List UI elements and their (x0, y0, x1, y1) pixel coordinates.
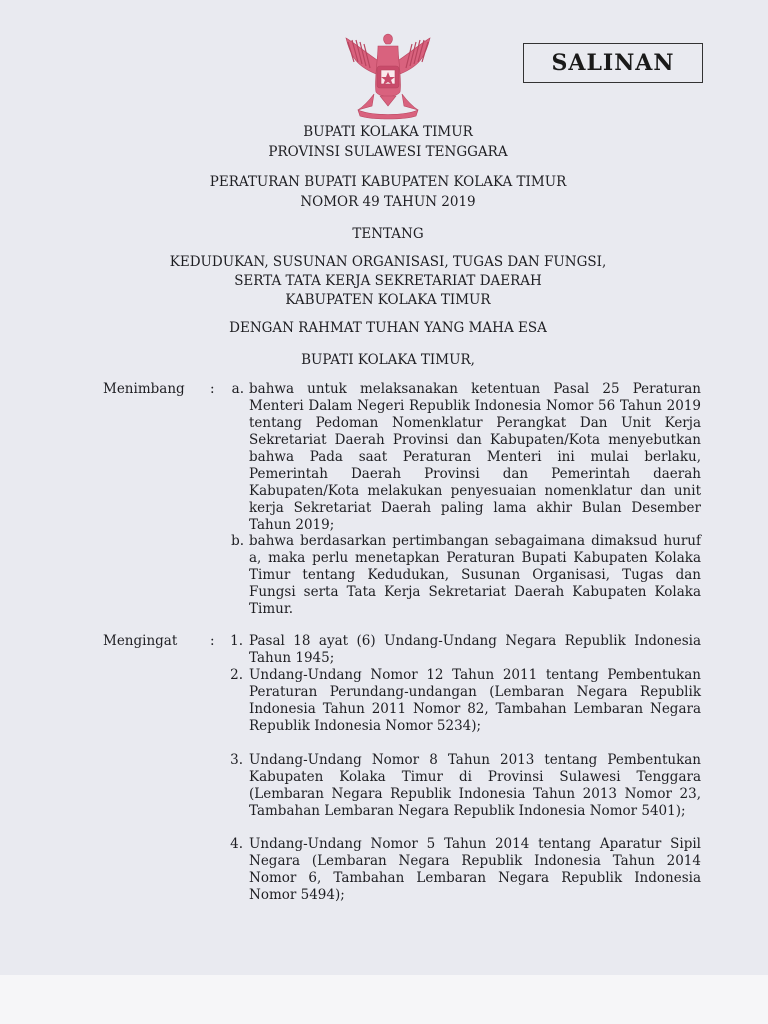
regulation-name: PERATURAN BUPATI KABUPATEN KOLAKA TIMUR (209, 174, 567, 190)
legal-basis-2: Undang-Undang Nomor 12 Tahun 2011 tentang Pembentukan Peraturan Perundang-undangan (Lembaran Negara Republik Indonesia Tahun 2011 Nomor 82, Tambahan Lembaran Negara Republik Indonesia Nomor 5234); (249, 667, 701, 734)
salinan-stamp: SALINAN (523, 43, 703, 83)
tentang-heading: TENTANG (352, 226, 424, 242)
legal-basis-4: Undang-Undang Nomor 5 Tahun 2014 tentang Aparatur Sipil Negara (Lembaran Negara Republik Indonesia Tahun 2014 Nomor 6, Tambahan Lembaran Negara Republik Indonesia Nomor 5494); (249, 836, 701, 903)
province-line: PROVINSI SULAWESI TENGGARA (268, 144, 508, 160)
legal-basis-3: Undang-Undang Nomor 8 Tahun 2013 tentang Pembentukan Kabupaten Kolaka Timur di Provinsi Sulawesi Tenggara (Lembaran Negara Republik Indonesia Tahun 2013 Nomor 23, Tambahan Lembaran Negara Republik Indonesia Nomor 5401); (249, 752, 701, 819)
menimbang-colon: : (210, 381, 215, 397)
mengingat-label: Mengingat (103, 633, 178, 649)
subject-line: KABUPATEN KOLAKA TIMUR (285, 292, 491, 308)
item-marker: 1. (230, 633, 243, 649)
item-marker: a. (231, 381, 244, 397)
item-marker: 2. (230, 667, 243, 683)
issuer-line: BUPATI KOLAKA TIMUR (303, 124, 473, 140)
mengingat-colon: : (210, 633, 215, 649)
regulation-number: NOMOR 49 TAHUN 2019 (300, 194, 476, 210)
regulation-title (100, 172, 676, 212)
authority-line: BUPATI KOLAKA TIMUR, (301, 352, 475, 368)
legal-basis-1: Pasal 18 ayat (6) Undang-Undang Negara Republik Indonesia Tahun 1945; (249, 633, 701, 666)
blessing-line: DENGAN RAHMAT TUHAN YANG MAHA ESA (229, 320, 547, 336)
page-bottom-margin (0, 975, 768, 1024)
subject-line: SERTA TATA KERJA SEKRETARIAT DAERAH (234, 273, 542, 289)
garuda-emblem-icon (338, 32, 438, 120)
consideration-a: bahwa untuk melaksanakan ketentuan Pasal 25 Peraturan Menteri Dalam Negeri Republik Indonesia Nomor 56 Tahun 2019 tentang Pedoman Nomenklatur Perangkat Dan Unit Kerja Sekretariat Daerah Provinsi dan Kabupaten/Kota menyebutkan bahwa Pada saat Peraturan Menteri ini mulai berlaku, Pemerintah Daerah Provinsi dan Pemerintah daerah Kabupaten/Kota melakukan penyesuaian nomenklatur dan unit kerja Sekretariat Daerah paling lama akhir Bulan Desember Tahun 2019; (249, 381, 701, 533)
subject-heading (100, 253, 676, 310)
consideration-b: bahwa berdasarkan pertimbangan sebagaimana dimaksud huruf a, maka perlu menetapkan Peraturan Bupati Kabupaten Kolaka Timur tentang Kedudukan, Susunan Organisasi, Tugas dan Fungsi serta Tata Kerja Sekretariat Daerah Kabupaten Kolaka Timur. (249, 533, 701, 617)
issuer-heading (100, 122, 676, 162)
item-marker: 4. (230, 836, 243, 852)
subject-line: KEDUDUKAN, SUSUNAN ORGANISASI, TUGAS DAN FUNGSI, (169, 254, 607, 270)
menimbang-label: Menimbang (103, 381, 185, 397)
item-marker: 3. (230, 752, 243, 768)
item-marker: b. (231, 533, 244, 549)
